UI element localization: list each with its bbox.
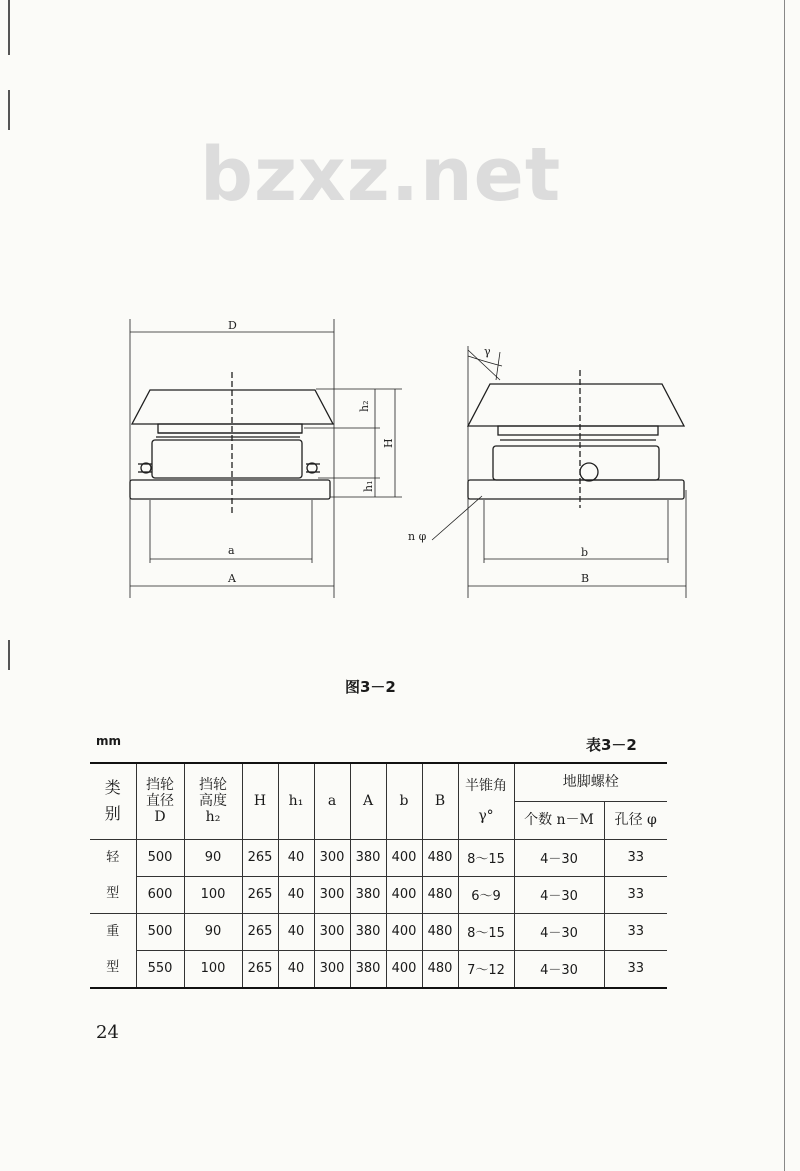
label-B: B xyxy=(581,572,590,585)
label-b: b xyxy=(581,546,589,559)
spec-table xyxy=(90,762,667,989)
side-base xyxy=(468,480,684,499)
header-cone-angle: 半锥角 γ° xyxy=(458,763,514,839)
cell-D: 500 xyxy=(136,913,184,950)
cell-bolt-count: 4－30 xyxy=(514,950,604,988)
header-category: 类 别 xyxy=(90,763,136,839)
left-margin-mark xyxy=(8,0,10,55)
cell-h2: 100 xyxy=(184,950,242,988)
label-gamma: γ xyxy=(484,345,491,358)
cell-gamma: 7～12 xyxy=(458,950,514,988)
header-height: 挡轮 高度 h₂ xyxy=(184,763,242,839)
cell-gamma: 8～15 xyxy=(458,839,514,876)
cell-D: 500 xyxy=(136,839,184,876)
cell-h1: 40 xyxy=(278,950,314,988)
table-row xyxy=(90,876,667,913)
label-H: H xyxy=(382,438,395,448)
cell-bolt-hole: 33 xyxy=(604,839,667,876)
label-D: D xyxy=(228,319,237,332)
cell-H: 265 xyxy=(242,876,278,913)
category-heavy: 重 型 xyxy=(90,913,136,988)
cell-a: 300 xyxy=(314,913,350,950)
label-A: A xyxy=(228,572,236,585)
cell-b: 400 xyxy=(386,950,422,988)
cell-b: 400 xyxy=(386,839,422,876)
header-diameter: 挡轮 直径 D xyxy=(136,763,184,839)
side-bolt xyxy=(580,463,598,481)
cell-B: 480 xyxy=(422,839,458,876)
cell-bolt-count: 4－30 xyxy=(514,839,604,876)
cell-bolt-hole: 33 xyxy=(604,876,667,913)
cell-D: 600 xyxy=(136,876,184,913)
header-a: a xyxy=(314,763,350,839)
cell-a: 300 xyxy=(314,839,350,876)
table-unit: mm xyxy=(96,734,122,748)
cell-bolt-count: 4－30 xyxy=(514,913,604,950)
table-row xyxy=(90,950,667,988)
side-cap xyxy=(468,384,684,426)
table-title: 表3－2 xyxy=(586,736,637,754)
header-B: B xyxy=(422,763,458,839)
cell-b: 400 xyxy=(386,876,422,913)
cell-H: 265 xyxy=(242,913,278,950)
cell-B: 480 xyxy=(422,876,458,913)
cell-bolt-count: 4－30 xyxy=(514,876,604,913)
cell-A: 380 xyxy=(350,913,386,950)
front-view xyxy=(130,319,402,598)
cell-h1: 40 xyxy=(278,913,314,950)
cell-H: 265 xyxy=(242,950,278,988)
cell-h2: 90 xyxy=(184,913,242,950)
cell-a: 300 xyxy=(314,950,350,988)
table-row xyxy=(90,839,667,876)
cell-B: 480 xyxy=(422,950,458,988)
header-H: H xyxy=(242,763,278,839)
cell-bolt-hole: 33 xyxy=(604,913,667,950)
cell-h1: 40 xyxy=(278,876,314,913)
cell-bolt-hole: 33 xyxy=(604,950,667,988)
cell-D: 550 xyxy=(136,950,184,988)
cell-A: 380 xyxy=(350,876,386,913)
category-light: 轻 型 xyxy=(90,839,136,913)
header-bolt-hole: 孔径 φ xyxy=(604,801,667,839)
label-a: a xyxy=(228,544,235,557)
cell-gamma: 8～15 xyxy=(458,913,514,950)
label-n-phi: n φ xyxy=(408,530,427,543)
cell-gamma: 6～9 xyxy=(458,876,514,913)
cell-h1: 40 xyxy=(278,839,314,876)
cell-a: 300 xyxy=(314,876,350,913)
header-b: b xyxy=(386,763,422,839)
figure-caption: 图3－2 xyxy=(345,678,396,696)
header-h1: h₁ xyxy=(278,763,314,839)
side-body xyxy=(493,446,659,480)
cell-A: 380 xyxy=(350,839,386,876)
cell-h2: 90 xyxy=(184,839,242,876)
cell-h2: 100 xyxy=(184,876,242,913)
technical-drawing xyxy=(0,300,800,610)
table-row xyxy=(90,913,667,950)
watermark: bzxz.net xyxy=(200,132,562,218)
cell-B: 480 xyxy=(422,913,458,950)
front-body xyxy=(152,440,302,478)
left-margin-mark xyxy=(8,90,10,130)
cell-H: 265 xyxy=(242,839,278,876)
header-anchor-bolts: 地脚螺栓 xyxy=(514,763,667,801)
page-number: 24 xyxy=(96,1022,119,1043)
cell-b: 400 xyxy=(386,913,422,950)
side-neck xyxy=(498,426,658,435)
front-base xyxy=(130,480,330,499)
cell-A: 380 xyxy=(350,950,386,988)
header-bolt-count: 个数 n－M xyxy=(514,801,604,839)
header-A: A xyxy=(350,763,386,839)
front-neck xyxy=(158,424,302,433)
left-margin-mark xyxy=(8,640,10,670)
label-h1: h₁ xyxy=(362,480,375,492)
side-view xyxy=(432,346,686,598)
label-h2: h₂ xyxy=(358,400,371,412)
